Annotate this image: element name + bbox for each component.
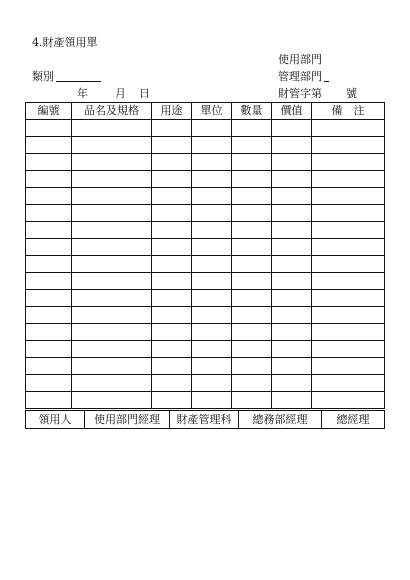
table-row bbox=[26, 324, 385, 341]
cell-value[interactable] bbox=[272, 205, 312, 222]
cell-purpose[interactable] bbox=[152, 290, 192, 307]
header-item-name-spec: 品名及規格 bbox=[72, 103, 152, 120]
cell-value[interactable] bbox=[272, 137, 312, 154]
cell-purpose[interactable] bbox=[152, 137, 192, 154]
cell-remarks[interactable] bbox=[312, 290, 385, 307]
cell-item-name-spec[interactable] bbox=[72, 341, 152, 358]
cell-number[interactable] bbox=[26, 137, 72, 154]
cell-purpose[interactable] bbox=[152, 205, 192, 222]
table-row bbox=[26, 120, 385, 137]
table-body bbox=[26, 120, 385, 409]
cell-number[interactable] bbox=[26, 171, 72, 188]
cell-number[interactable] bbox=[26, 341, 72, 358]
cell-item-name-spec[interactable] bbox=[72, 171, 152, 188]
cell-quantity[interactable] bbox=[232, 239, 272, 256]
header-purpose: 用途 bbox=[152, 103, 192, 120]
cell-unit[interactable] bbox=[192, 358, 232, 375]
cell-number[interactable] bbox=[26, 239, 72, 256]
cell-remarks[interactable] bbox=[312, 222, 385, 239]
cell-remarks[interactable] bbox=[312, 154, 385, 171]
table-row bbox=[26, 341, 385, 358]
cell-item-name-spec[interactable] bbox=[72, 256, 152, 273]
cell-item-name-spec[interactable] bbox=[72, 392, 152, 409]
signature-using-dept-manager[interactable]: 使用部門經理 bbox=[85, 411, 170, 428]
document-number-prefix: 財管字第 bbox=[278, 87, 322, 100]
cell-item-name-spec[interactable] bbox=[72, 137, 152, 154]
cell-item-name-spec[interactable] bbox=[72, 324, 152, 341]
cell-number[interactable] bbox=[26, 290, 72, 307]
cell-value[interactable] bbox=[272, 239, 312, 256]
cell-purpose[interactable] bbox=[152, 341, 192, 358]
table-row bbox=[26, 273, 385, 290]
cell-unit[interactable] bbox=[192, 222, 232, 239]
cell-value[interactable] bbox=[272, 120, 312, 137]
cell-item-name-spec[interactable] bbox=[72, 205, 152, 222]
cell-number[interactable] bbox=[26, 392, 72, 409]
cell-remarks[interactable] bbox=[312, 358, 385, 375]
cell-purpose[interactable] bbox=[152, 222, 192, 239]
cell-remarks[interactable] bbox=[312, 120, 385, 137]
table-row bbox=[26, 290, 385, 307]
cell-purpose[interactable] bbox=[152, 358, 192, 375]
using-department-label: 使用部門 bbox=[278, 53, 322, 66]
cell-unit[interactable] bbox=[192, 273, 232, 290]
cell-quantity[interactable] bbox=[232, 137, 272, 154]
cell-quantity[interactable] bbox=[232, 290, 272, 307]
cell-quantity[interactable] bbox=[232, 324, 272, 341]
property-requisition-table bbox=[25, 102, 385, 429]
cell-quantity[interactable] bbox=[232, 120, 272, 137]
cell-item-name-spec[interactable] bbox=[72, 188, 152, 205]
cell-purpose[interactable] bbox=[152, 307, 192, 324]
table-row bbox=[26, 188, 385, 205]
date-month-label: 月 bbox=[115, 87, 126, 100]
table-row bbox=[26, 171, 385, 188]
document-number-suffix: 號 bbox=[346, 87, 357, 100]
cell-quantity[interactable] bbox=[232, 154, 272, 171]
cell-number[interactable] bbox=[26, 256, 72, 273]
table-row bbox=[26, 239, 385, 256]
category-label: 類別 bbox=[32, 70, 54, 83]
cell-item-name-spec[interactable] bbox=[72, 239, 152, 256]
cell-value[interactable] bbox=[272, 324, 312, 341]
cell-purpose[interactable] bbox=[152, 392, 192, 409]
cell-number[interactable] bbox=[26, 358, 72, 375]
cell-unit[interactable] bbox=[192, 290, 232, 307]
cell-quantity[interactable] bbox=[232, 273, 272, 290]
cell-value[interactable] bbox=[272, 171, 312, 188]
table-row bbox=[26, 205, 385, 222]
managing-department-fill-line[interactable] bbox=[324, 81, 329, 82]
cell-purpose[interactable] bbox=[152, 188, 192, 205]
header-unit: 單位 bbox=[192, 103, 232, 120]
cell-purpose[interactable] bbox=[152, 171, 192, 188]
cell-number[interactable] bbox=[26, 188, 72, 205]
signature-container bbox=[26, 411, 385, 429]
cell-unit[interactable] bbox=[192, 154, 232, 171]
cell-remarks[interactable] bbox=[312, 341, 385, 358]
header-quantity: 數量 bbox=[232, 103, 272, 120]
cell-unit[interactable] bbox=[192, 375, 232, 392]
cell-item-name-spec[interactable] bbox=[72, 375, 152, 392]
signature-recipient[interactable]: 領用人 bbox=[26, 411, 85, 428]
cell-unit[interactable] bbox=[192, 120, 232, 137]
date-year-label: 年 bbox=[77, 87, 88, 100]
header-number: 編號 bbox=[26, 103, 72, 120]
cell-item-name-spec[interactable] bbox=[72, 222, 152, 239]
cell-quantity[interactable] bbox=[232, 222, 272, 239]
cell-value[interactable] bbox=[272, 188, 312, 205]
cell-unit[interactable] bbox=[192, 239, 232, 256]
table-row bbox=[26, 307, 385, 324]
cell-number[interactable] bbox=[26, 222, 72, 239]
cell-item-name-spec[interactable] bbox=[72, 307, 152, 324]
cell-unit[interactable] bbox=[192, 324, 232, 341]
cell-quantity[interactable] bbox=[232, 358, 272, 375]
cell-number[interactable] bbox=[26, 375, 72, 392]
cell-remarks[interactable] bbox=[312, 392, 385, 409]
table-row bbox=[26, 256, 385, 273]
header-value: 價值 bbox=[272, 103, 312, 120]
cell-quantity[interactable] bbox=[232, 171, 272, 188]
cell-item-name-spec[interactable] bbox=[72, 290, 152, 307]
cell-unit[interactable] bbox=[192, 307, 232, 324]
cell-value[interactable] bbox=[272, 222, 312, 239]
cell-item-name-spec[interactable] bbox=[72, 358, 152, 375]
cell-number[interactable] bbox=[26, 307, 72, 324]
signature-table bbox=[26, 411, 384, 428]
cell-unit[interactable] bbox=[192, 205, 232, 222]
cell-remarks[interactable] bbox=[312, 137, 385, 154]
cell-remarks[interactable] bbox=[312, 375, 385, 392]
cell-value[interactable] bbox=[272, 154, 312, 171]
cell-quantity[interactable] bbox=[232, 341, 272, 358]
table-row bbox=[26, 154, 385, 171]
cell-unit[interactable] bbox=[192, 256, 232, 273]
cell-quantity[interactable] bbox=[232, 375, 272, 392]
cell-remarks[interactable] bbox=[312, 273, 385, 290]
cell-remarks[interactable] bbox=[312, 324, 385, 341]
cell-number[interactable] bbox=[26, 205, 72, 222]
category-fill-line[interactable] bbox=[56, 81, 101, 82]
signature-general-affairs-manager[interactable]: 總務部經理 bbox=[239, 411, 322, 428]
cell-remarks[interactable] bbox=[312, 171, 385, 188]
cell-quantity[interactable] bbox=[232, 205, 272, 222]
cell-value[interactable] bbox=[272, 341, 312, 358]
cell-value[interactable] bbox=[272, 392, 312, 409]
cell-purpose[interactable] bbox=[152, 324, 192, 341]
header-row bbox=[26, 103, 385, 120]
cell-unit[interactable] bbox=[192, 171, 232, 188]
cell-purpose[interactable] bbox=[152, 239, 192, 256]
cell-number[interactable] bbox=[26, 154, 72, 171]
signature-property-management[interactable]: 財產管理科 bbox=[170, 411, 239, 428]
form-title: 4.財產領用單 bbox=[32, 36, 98, 49]
cell-remarks[interactable] bbox=[312, 239, 385, 256]
cell-number[interactable] bbox=[26, 120, 72, 137]
table-row bbox=[26, 375, 385, 392]
cell-quantity[interactable] bbox=[232, 188, 272, 205]
cell-item-name-spec[interactable] bbox=[72, 120, 152, 137]
signature-general-manager[interactable]: 總經理 bbox=[336, 412, 370, 426]
signature-row bbox=[26, 411, 385, 429]
table-row bbox=[26, 358, 385, 375]
cell-purpose[interactable] bbox=[152, 120, 192, 137]
cell-quantity[interactable] bbox=[232, 392, 272, 409]
cell-value[interactable] bbox=[272, 256, 312, 273]
cell-item-name-spec[interactable] bbox=[72, 273, 152, 290]
cell-purpose[interactable] bbox=[152, 154, 192, 171]
table-row bbox=[26, 222, 385, 239]
cell-remarks[interactable] bbox=[312, 188, 385, 205]
date-day-label: 日 bbox=[139, 87, 150, 100]
cell-value[interactable] bbox=[272, 375, 312, 392]
cell-remarks[interactable] bbox=[312, 256, 385, 273]
table-row bbox=[26, 392, 385, 409]
cell-number[interactable] bbox=[26, 324, 72, 341]
cell-unit[interactable] bbox=[192, 341, 232, 358]
table-row bbox=[26, 137, 385, 154]
cell-value[interactable] bbox=[272, 290, 312, 307]
header-remarks: 備 注 bbox=[312, 103, 385, 120]
cell-value[interactable] bbox=[272, 307, 312, 324]
cell-purpose[interactable] bbox=[152, 375, 192, 392]
cell-remarks[interactable] bbox=[312, 205, 385, 222]
cell-unit[interactable] bbox=[192, 137, 232, 154]
cell-value[interactable] bbox=[272, 358, 312, 375]
cell-purpose[interactable] bbox=[152, 256, 192, 273]
cell-quantity[interactable] bbox=[232, 256, 272, 273]
cell-unit[interactable] bbox=[192, 392, 232, 409]
cell-number[interactable] bbox=[26, 273, 72, 290]
managing-department-label: 管理部門 bbox=[278, 70, 322, 83]
cell-quantity[interactable] bbox=[232, 307, 272, 324]
cell-unit[interactable] bbox=[192, 188, 232, 205]
cell-remarks[interactable] bbox=[312, 307, 385, 324]
cell-value[interactable] bbox=[272, 273, 312, 290]
cell-item-name-spec[interactable] bbox=[72, 154, 152, 171]
cell-purpose[interactable] bbox=[152, 273, 192, 290]
